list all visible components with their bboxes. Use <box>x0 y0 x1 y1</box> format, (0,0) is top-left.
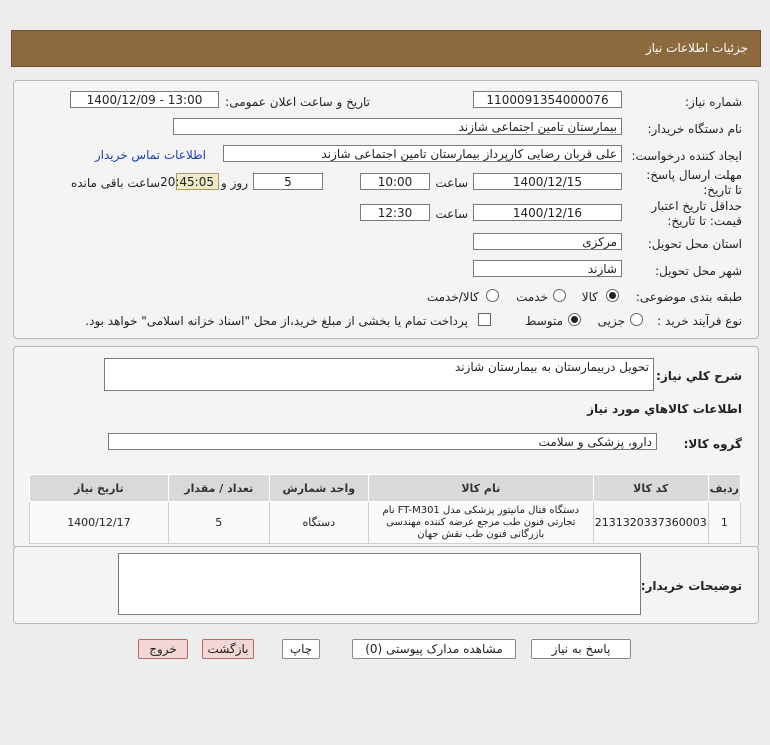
creator-field: علی قربان رضایی کارپرداز بیمارستان تامین اجتماعی شازند <box>223 145 622 162</box>
deadline-date-field: 1400/12/15 <box>473 173 622 190</box>
need-description-field: تحویل دربیمارستان به بیمارستان شازند <box>104 358 654 391</box>
treasury-payment-checkbox[interactable] <box>478 313 491 326</box>
validity-time-field: 12:30 <box>360 204 430 221</box>
col-qty-header: تعداد / مقدار <box>168 475 269 502</box>
deadline-time-field: 10:00 <box>360 173 430 190</box>
province-field: مرکزی <box>473 233 622 250</box>
treasury-payment-note: پرداخت تمام یا بخشی از مبلغ خرید،از محل "اسناد خزانه اسلامی" خواهد بود. <box>85 314 468 328</box>
goods-group-field: دارو، پزشکی و سلامت <box>108 433 657 450</box>
category-both-label: کالا/خدمت <box>426 290 479 304</box>
validity-label: حداقل تاریخ اعتبار قیمت: تا تاریخ: <box>651 199 742 228</box>
cell-code: 2131320337360003 <box>593 502 708 544</box>
contact-buyer-link[interactable]: اطلاعات تماس خریدار <box>94 148 206 162</box>
goods-group-label: گروه کالا: <box>683 437 742 451</box>
creator-label: ایجاد کننده درخواست: <box>631 149 742 163</box>
buyer-org-label: نام دستگاه خریدار: <box>647 122 742 136</box>
category-service-label: خدمت <box>516 290 548 304</box>
col-code-header: کد کالا <box>593 475 708 502</box>
city-field: شازند <box>473 260 622 277</box>
process-medium-radio[interactable] <box>568 313 581 326</box>
process-label: نوع فرآیند خرید : <box>657 314 742 328</box>
table-header-row <box>30 475 741 502</box>
category-both-radio[interactable] <box>486 289 499 302</box>
cell-name: دستگاه فتال مانیتور پزشکی مدل FT-M301 نام تجارتی فنون طب مرجع عرضه کننده مهندسی بازرگانی فنون طب نقش جهان <box>368 502 593 544</box>
cell-date: 1400/12/17 <box>30 502 169 544</box>
category-service-radio[interactable] <box>553 289 566 302</box>
col-row-header: ردیف <box>708 475 740 502</box>
process-minor-label: جزیی <box>597 314 625 328</box>
deadline-time-label: ساعت <box>435 176 468 190</box>
print-button[interactable]: چاپ <box>282 639 320 659</box>
need-number-label: شماره نیاز: <box>685 95 742 109</box>
province-label: استان محل تحویل: <box>647 237 742 251</box>
process-minor-radio[interactable] <box>630 313 643 326</box>
category-goods-label: کالا <box>581 290 598 304</box>
category-label: طبقه بندی موضوعی: <box>635 290 742 304</box>
col-name-header: نام کالا <box>368 475 593 502</box>
announce-label: تاریخ و ساعت اعلان عمومی: <box>225 95 370 109</box>
deadline-label: مهلت ارسال پاسخ: تا تاریخ: <box>646 168 742 197</box>
goods-table <box>29 474 741 544</box>
exit-button[interactable]: خروج <box>138 639 188 659</box>
attachments-button[interactable]: مشاهده مدارک پیوستی (0) <box>352 639 516 659</box>
days-field: 5 <box>253 173 323 190</box>
buyer-notes-label: توضیحات خریدار: <box>640 579 742 593</box>
buyer-notes-field <box>118 553 641 615</box>
page-title: جزئيات اطلاعات نياز <box>645 41 748 55</box>
city-label: شهر محل تحویل: <box>655 264 742 278</box>
table-row <box>30 502 741 544</box>
validity-time-label: ساعت <box>435 207 468 221</box>
col-date-header: تاریخ نیاز <box>30 475 169 502</box>
page-header <box>11 30 761 67</box>
need-description-label: شرح كلي نياز: <box>656 369 742 383</box>
remaining-label: ساعت باقی مانده <box>70 176 160 190</box>
cell-row: 1 <box>708 502 740 544</box>
days-label: روز و <box>221 176 248 190</box>
col-unit-header: واحد شمارش <box>269 475 368 502</box>
cell-qty: 5 <box>168 502 269 544</box>
validity-date-field: 1400/12/16 <box>473 204 622 221</box>
announce-field: 1400/12/09 - 13:00 <box>70 91 219 108</box>
cell-unit: دستگاه <box>269 502 368 544</box>
need-number-field: 1100091354000076 <box>473 91 622 108</box>
back-button[interactable]: بازگشت <box>202 639 254 659</box>
reply-button[interactable]: پاسخ به نیاز <box>531 639 631 659</box>
category-goods-radio[interactable] <box>606 289 619 302</box>
goods-info-title: اطلاعات كالاهاي مورد نياز <box>587 402 742 416</box>
remaining-time-field: 20:45:05 <box>176 173 219 190</box>
process-medium-label: متوسط <box>525 314 563 328</box>
buyer-org-field: بیمارستان تامین اجتماعی شازند <box>173 118 622 135</box>
